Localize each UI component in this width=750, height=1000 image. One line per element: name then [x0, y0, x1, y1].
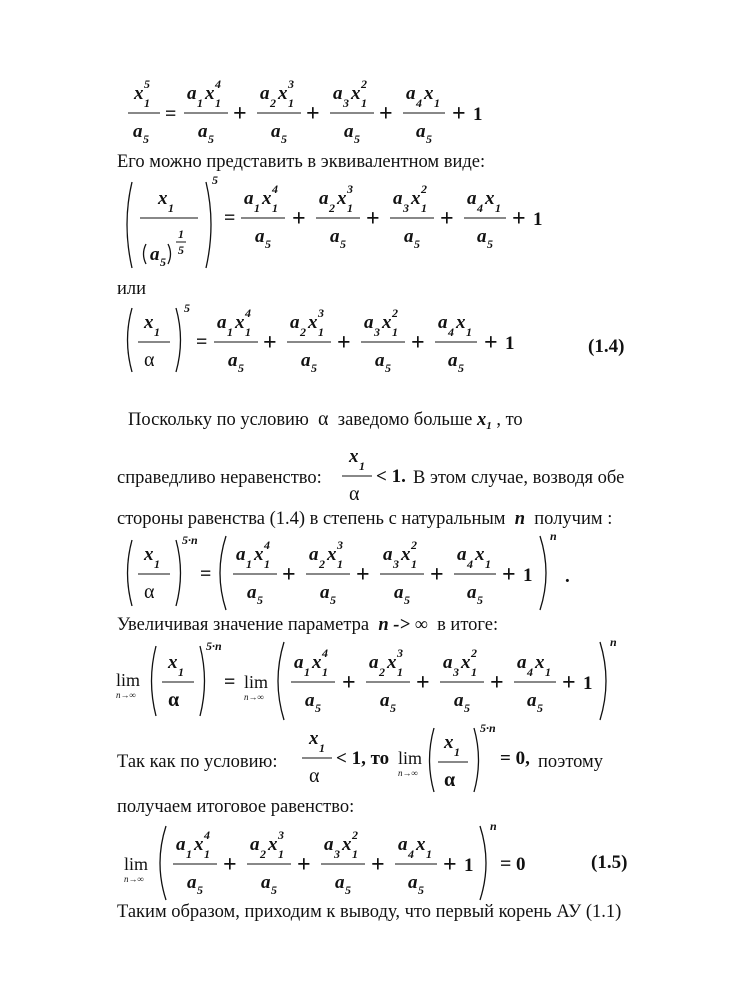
- equation-number-1-4: (1.4): [588, 336, 625, 357]
- svg-text:x: x: [349, 446, 359, 467]
- n-to-infinity: n -> ∞: [378, 615, 428, 635]
- svg-text:+: +: [512, 206, 526, 232]
- svg-text:a: a: [416, 121, 426, 142]
- svg-text:a: a: [294, 652, 304, 673]
- paragraph-since-condition-limit: Так как по условию:: [117, 752, 278, 772]
- svg-text:x: x: [535, 652, 545, 673]
- svg-text:+: +: [366, 206, 380, 232]
- svg-text:5: 5: [143, 132, 149, 146]
- svg-text:5: 5: [281, 132, 287, 146]
- svg-text:+: +: [502, 562, 516, 588]
- equation-1-4: [120, 300, 540, 380]
- svg-text:5: 5: [414, 237, 420, 251]
- svg-text:x: x: [485, 188, 495, 209]
- svg-text:a: a: [305, 690, 315, 711]
- svg-text:5: 5: [208, 132, 214, 146]
- svg-text:3: 3: [278, 828, 284, 842]
- svg-text:n→∞: n→∞: [116, 690, 136, 700]
- svg-text:x: x: [475, 544, 485, 565]
- svg-text:=: =: [500, 853, 512, 875]
- svg-text:3: 3: [334, 847, 340, 861]
- svg-text:+: +: [490, 670, 504, 696]
- svg-text:a: a: [335, 872, 345, 893]
- svg-text:1: 1: [322, 665, 328, 679]
- svg-text:1: 1: [278, 847, 284, 861]
- svg-text:a: a: [393, 188, 403, 209]
- svg-text:1: 1: [361, 96, 367, 110]
- svg-text:5: 5: [477, 593, 483, 607]
- svg-text:4: 4: [272, 182, 278, 196]
- svg-text:a: a: [517, 652, 527, 673]
- x-variable: x: [476, 410, 487, 430]
- svg-text:a: a: [187, 872, 197, 893]
- svg-text:x: x: [387, 652, 397, 673]
- svg-text:+: +: [233, 101, 247, 127]
- paragraph-increase-parameter: [117, 613, 498, 637]
- svg-text:lim: lim: [116, 670, 141, 690]
- svg-text:+: +: [356, 562, 370, 588]
- inequality-x1-over-alpha: [338, 442, 408, 510]
- svg-text:2: 2: [319, 557, 325, 571]
- svg-text:a: a: [383, 544, 393, 565]
- svg-text:2: 2: [260, 847, 266, 861]
- svg-text:4: 4: [245, 306, 251, 320]
- svg-text:5·n: 5·n: [182, 533, 198, 547]
- svg-text:n: n: [550, 529, 557, 543]
- svg-text:5: 5: [315, 701, 321, 715]
- svg-text:+: +: [484, 330, 498, 356]
- svg-text:lim: lim: [398, 748, 423, 768]
- svg-text:1: 1: [352, 847, 358, 861]
- svg-text:1: 1: [426, 847, 432, 861]
- svg-text:+: +: [292, 206, 306, 232]
- svg-text:4: 4: [467, 557, 473, 571]
- svg-text:x: x: [382, 312, 392, 333]
- svg-text:4: 4: [204, 828, 210, 842]
- svg-text:x: x: [134, 83, 144, 104]
- svg-text:x: x: [309, 728, 319, 749]
- equation-raised-power: [120, 530, 590, 615]
- svg-text:+: +: [282, 562, 296, 588]
- svg-text:a: a: [250, 834, 260, 855]
- svg-text:2: 2: [411, 538, 417, 552]
- svg-text:a: a: [467, 582, 477, 603]
- svg-text:x: x: [205, 83, 215, 104]
- svg-text:5: 5: [458, 361, 464, 375]
- svg-text:a: a: [228, 350, 238, 371]
- svg-text:4: 4: [477, 201, 483, 215]
- svg-text:x: x: [342, 834, 352, 855]
- svg-text:1: 1: [434, 96, 440, 110]
- svg-text:3: 3: [393, 557, 399, 571]
- svg-text:5: 5: [212, 173, 218, 187]
- svg-text:3: 3: [337, 538, 343, 552]
- svg-text:5: 5: [271, 883, 277, 897]
- svg-text:1: 1: [319, 741, 325, 755]
- svg-text:1: 1: [197, 96, 203, 110]
- svg-text:a: a: [236, 544, 246, 565]
- svg-text:a: a: [438, 312, 448, 333]
- svg-text:x: x: [158, 188, 168, 209]
- paragraph-equivalent-form: Его можно представить в эквивалентном виде:: [117, 152, 486, 172]
- svg-text:5: 5: [385, 361, 391, 375]
- svg-text:1: 1: [466, 325, 472, 339]
- svg-text:1: 1: [359, 459, 365, 473]
- svg-text:1: 1: [421, 201, 427, 215]
- svg-text:2: 2: [329, 201, 335, 215]
- svg-text:n→∞: n→∞: [244, 692, 264, 702]
- svg-text:5: 5: [330, 593, 336, 607]
- svg-text:1: 1: [272, 201, 278, 215]
- svg-text:a: a: [324, 834, 334, 855]
- svg-text:.: .: [565, 566, 570, 587]
- svg-text:1: 1: [337, 557, 343, 571]
- svg-text:x: x: [411, 188, 421, 209]
- paragraph-raise-power: [117, 507, 612, 531]
- svg-text:5·n: 5·n: [206, 639, 222, 653]
- text-raise-power: стороны равенства (1.4) в степень с натуральным: [117, 509, 506, 529]
- svg-text:a: a: [406, 83, 416, 104]
- svg-text:1: 1: [464, 855, 474, 876]
- svg-text:a: a: [301, 350, 311, 371]
- svg-text:5: 5: [257, 593, 263, 607]
- svg-text:+: +: [443, 852, 457, 878]
- svg-text:1: 1: [397, 665, 403, 679]
- svg-text:1: 1: [392, 325, 398, 339]
- svg-text:4: 4: [215, 77, 221, 91]
- svg-text:5: 5: [426, 132, 432, 146]
- svg-text:+: +: [452, 101, 466, 127]
- svg-text:2: 2: [352, 828, 358, 842]
- svg-text:0: 0: [516, 854, 526, 875]
- svg-text:x: x: [444, 732, 454, 753]
- svg-text:+: +: [430, 562, 444, 588]
- paragraph-final-equality: получаем итоговое равенство:: [117, 797, 355, 817]
- svg-text:n→∞: n→∞: [398, 768, 418, 778]
- svg-text:a: a: [380, 690, 390, 711]
- svg-text:5: 5: [354, 132, 360, 146]
- svg-text:+: +: [223, 852, 237, 878]
- svg-text:a: a: [330, 226, 340, 247]
- svg-text:3: 3: [343, 96, 349, 110]
- svg-text:1: 1: [533, 209, 543, 230]
- svg-text:+: +: [416, 670, 430, 696]
- svg-text:x: x: [401, 544, 411, 565]
- svg-text:a: a: [187, 83, 197, 104]
- paragraph-therefore: поэтому: [538, 752, 604, 772]
- svg-text:5: 5: [184, 301, 190, 315]
- svg-text:2: 2: [471, 646, 477, 660]
- svg-text:n→∞: n→∞: [124, 874, 144, 884]
- svg-text:+: +: [342, 670, 356, 696]
- svg-text:n: n: [610, 635, 617, 649]
- svg-text:n: n: [490, 819, 497, 833]
- svg-text:a: a: [477, 226, 487, 247]
- svg-text:x: x: [168, 652, 178, 673]
- equation-1-5: [124, 820, 544, 905]
- svg-text:a: a: [454, 690, 464, 711]
- paragraph-in-this-case: В этом случае, возводя обе: [413, 468, 625, 488]
- svg-text:1: 1: [246, 557, 252, 571]
- svg-text:1: 1: [495, 201, 501, 215]
- svg-text:x: x: [337, 188, 347, 209]
- svg-text:1: 1: [288, 96, 294, 110]
- n-variable: n: [514, 509, 526, 529]
- svg-text:a: a: [198, 121, 208, 142]
- svg-text:1: 1: [473, 104, 483, 125]
- svg-text:1: 1: [545, 665, 551, 679]
- svg-text:α: α: [349, 483, 360, 505]
- svg-text:x: x: [351, 83, 361, 104]
- svg-text:4: 4: [264, 538, 270, 552]
- svg-text:3: 3: [288, 77, 294, 91]
- text-increase-parameter: Увеличивая значение параметра: [117, 615, 370, 635]
- svg-text:5: 5: [160, 255, 166, 269]
- svg-text:1: 1: [318, 325, 324, 339]
- svg-text:a: a: [443, 652, 453, 673]
- svg-text:5: 5: [345, 883, 351, 897]
- svg-text:x: x: [312, 652, 322, 673]
- svg-text:1: 1: [454, 745, 460, 759]
- svg-text:x: x: [194, 834, 204, 855]
- text-then: , то: [496, 410, 523, 430]
- svg-text:1: 1: [505, 333, 515, 354]
- svg-text:5: 5: [464, 701, 470, 715]
- svg-text:x: x: [278, 83, 288, 104]
- svg-text:5: 5: [418, 883, 424, 897]
- svg-text:a: a: [457, 544, 467, 565]
- svg-text:a: a: [448, 350, 458, 371]
- paragraph-or: или: [117, 279, 147, 299]
- svg-text:1: 1: [204, 847, 210, 861]
- alpha-symbol: α: [318, 408, 329, 430]
- svg-text:a: a: [333, 83, 343, 104]
- svg-text:1: 1: [304, 665, 310, 679]
- svg-text:=: =: [224, 671, 236, 693]
- svg-text:a: a: [320, 582, 330, 603]
- svg-text:+: +: [337, 330, 351, 356]
- svg-text:x: x: [254, 544, 264, 565]
- svg-text:2: 2: [392, 306, 398, 320]
- svg-text:1: 1: [583, 673, 593, 694]
- svg-text:5: 5: [178, 243, 184, 257]
- svg-text:3: 3: [397, 646, 403, 660]
- svg-text:2: 2: [421, 182, 427, 196]
- svg-text:5: 5: [265, 237, 271, 251]
- equation-equivalent-form: [120, 172, 560, 277]
- svg-text:x: x: [144, 312, 154, 333]
- svg-text:α: α: [168, 689, 180, 711]
- svg-text:1: 1: [168, 201, 174, 215]
- svg-text:x: x: [144, 544, 154, 565]
- svg-text:a: a: [244, 188, 254, 209]
- svg-text:a: a: [364, 312, 374, 333]
- svg-text:5: 5: [537, 701, 543, 715]
- svg-text:5: 5: [311, 361, 317, 375]
- text-since-condition: Поскольку по условию: [128, 410, 309, 430]
- svg-text:1: 1: [347, 201, 353, 215]
- svg-text:x: x: [416, 834, 426, 855]
- svg-text:4: 4: [416, 96, 422, 110]
- svg-text:5: 5: [487, 237, 493, 251]
- svg-text:a: a: [217, 312, 227, 333]
- svg-text:x: x: [461, 652, 471, 673]
- paragraph-conclusion: Таким образом, приходим к выводу, что первый корень АУ (1.1): [117, 902, 622, 922]
- svg-text:+: +: [297, 852, 311, 878]
- svg-text:3: 3: [403, 201, 409, 215]
- svg-text:4: 4: [527, 665, 533, 679]
- svg-text:4: 4: [322, 646, 328, 660]
- svg-text:a: a: [255, 226, 265, 247]
- svg-text:a: a: [467, 188, 477, 209]
- svg-text:1: 1: [471, 665, 477, 679]
- svg-text:a: a: [261, 872, 271, 893]
- svg-text:5: 5: [404, 593, 410, 607]
- svg-text:3: 3: [374, 325, 380, 339]
- svg-text:lim: lim: [124, 854, 149, 874]
- svg-text:5·n: 5·n: [480, 721, 496, 735]
- svg-text:a: a: [408, 872, 418, 893]
- svg-text:3: 3: [347, 182, 353, 196]
- svg-text:a: a: [394, 582, 404, 603]
- text-result: в итоге:: [437, 615, 499, 635]
- svg-text:+: +: [306, 101, 320, 127]
- svg-text:x: x: [327, 544, 337, 565]
- svg-text:+: +: [562, 670, 576, 696]
- svg-text:5: 5: [340, 237, 346, 251]
- equation-number-1-5: (1.5): [591, 852, 628, 873]
- paragraph-since-condition: [128, 407, 523, 438]
- svg-text:x: x: [262, 188, 272, 209]
- svg-text:3: 3: [318, 306, 324, 320]
- svg-text:2: 2: [379, 665, 385, 679]
- svg-text:5: 5: [197, 883, 203, 897]
- svg-text:1: 1: [215, 96, 221, 110]
- x-subscript: 1: [486, 420, 492, 432]
- svg-text:a: a: [527, 690, 537, 711]
- text-obtain: получим :: [534, 509, 613, 529]
- svg-text:a: a: [133, 121, 143, 142]
- svg-text:4: 4: [408, 847, 414, 861]
- svg-text:= 0,: = 0,: [500, 748, 530, 769]
- svg-text:1: 1: [254, 201, 260, 215]
- svg-text:a: a: [404, 226, 414, 247]
- svg-text:a: a: [319, 188, 329, 209]
- svg-text:x: x: [235, 312, 245, 333]
- svg-text:a: a: [309, 544, 319, 565]
- svg-text:α: α: [309, 765, 320, 787]
- paragraph-inequality-label: справедливо неравенство:: [117, 468, 322, 488]
- svg-text:a: a: [375, 350, 385, 371]
- svg-text:5: 5: [144, 77, 150, 91]
- svg-text:1: 1: [264, 557, 270, 571]
- svg-text:a: a: [260, 83, 270, 104]
- svg-text:=: =: [224, 207, 236, 229]
- svg-text:a: a: [271, 121, 281, 142]
- svg-text:+: +: [411, 330, 425, 356]
- equation-quintic-normalized: [120, 75, 520, 145]
- svg-text:4: 4: [448, 325, 454, 339]
- svg-text:a: a: [150, 244, 160, 265]
- svg-text:a: a: [398, 834, 408, 855]
- svg-text:α: α: [144, 581, 155, 603]
- svg-text:1: 1: [245, 325, 251, 339]
- svg-text:1: 1: [523, 565, 533, 586]
- svg-text:3: 3: [453, 665, 459, 679]
- svg-text:lim: lim: [244, 672, 269, 692]
- text-certainly-greater: заведомо больше: [337, 410, 473, 430]
- svg-text:=: =: [200, 563, 212, 585]
- svg-text:2: 2: [300, 325, 306, 339]
- svg-text:1: 1: [154, 325, 160, 339]
- svg-text:1: 1: [178, 227, 184, 241]
- svg-text:α: α: [144, 349, 155, 371]
- svg-text:1: 1: [154, 557, 160, 571]
- svg-text:1: 1: [411, 557, 417, 571]
- svg-text:x: x: [308, 312, 318, 333]
- svg-text:1: 1: [186, 847, 192, 861]
- svg-text:2: 2: [270, 96, 276, 110]
- svg-text:a: a: [176, 834, 186, 855]
- svg-text:2: 2: [361, 77, 367, 91]
- svg-text:5: 5: [238, 361, 244, 375]
- svg-text:a: a: [247, 582, 257, 603]
- svg-text:a: a: [369, 652, 379, 673]
- svg-text:α: α: [444, 769, 456, 791]
- svg-text:1: 1: [485, 557, 491, 571]
- svg-text:+: +: [371, 852, 385, 878]
- svg-text:a: a: [344, 121, 354, 142]
- inequality-limit-zero: [298, 722, 538, 802]
- svg-text:1: 1: [144, 96, 150, 110]
- svg-text:x: x: [456, 312, 466, 333]
- svg-text:1: 1: [178, 665, 184, 679]
- svg-text:+: +: [379, 101, 393, 127]
- svg-text:=: =: [196, 331, 208, 353]
- svg-text:< 1, то: < 1, то: [336, 748, 390, 769]
- equation-limit: [116, 636, 626, 726]
- svg-text:x: x: [424, 83, 434, 104]
- svg-text:+: +: [263, 330, 277, 356]
- svg-text:5: 5: [390, 701, 396, 715]
- svg-text:< 1.: < 1.: [376, 466, 406, 487]
- svg-text:x: x: [268, 834, 278, 855]
- svg-text:1: 1: [227, 325, 233, 339]
- svg-text:+: +: [440, 206, 454, 232]
- svg-text:a: a: [290, 312, 300, 333]
- svg-text:=: =: [165, 103, 177, 125]
